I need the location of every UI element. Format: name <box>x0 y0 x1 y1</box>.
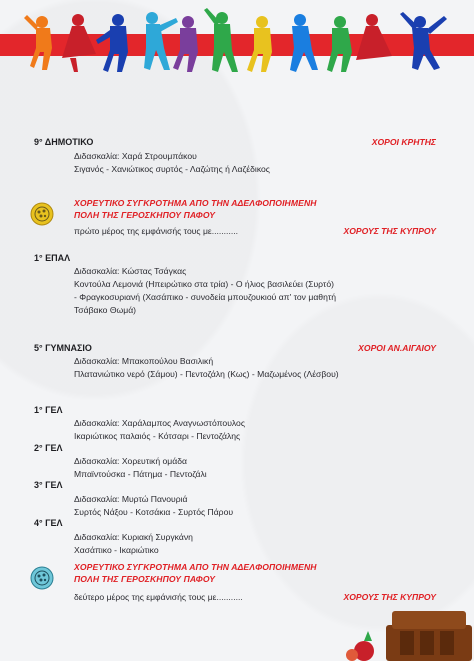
guest-group-title: ΠΟΛΗ ΤΗΣ ΓΕΡΟΣΚΗΠΟΥ ΠΑΦΟΥ <box>74 210 216 220</box>
dancer-figure <box>62 14 96 72</box>
guest-group-title: ΠΟΛΗ ΤΗΣ ΓΕΡΟΣΚΗΠΟΥ ΠΑΦΟΥ <box>74 574 216 584</box>
school-name: 4° ΓΕΛ <box>34 518 63 528</box>
header-banner <box>0 0 474 80</box>
dances-line: Ικαριώτικος παλαιός - Κότσαρι - Πεντοζάλης <box>74 431 241 441</box>
dances-line: - Φραγκοσυριανή (Χασάπικο - συνοδεία μπουζουκιού απ' τον μαθητή <box>74 292 337 302</box>
school-name: 3° ΓΕΛ <box>34 480 63 490</box>
school-name: 5° ΓΥΜΝΑΣΙΟ <box>34 343 92 353</box>
dances-line: Συρτός Νάξου - Κοτσάκια - Συρτός Πάρου <box>74 507 234 517</box>
dancer-figure <box>356 14 392 60</box>
school-name: 1° ΓΕΛ <box>34 405 63 415</box>
dancer-figure <box>96 14 128 72</box>
dances-line: Τσάβακο Θωμά) <box>74 305 137 315</box>
dancer-figure <box>24 15 52 70</box>
guest-group-line: πρώτο μέρος της εμφάνισής τους με........... <box>74 226 238 236</box>
dance-category: ΧΟΡΟΙ ΚΡΗΤΗΣ <box>371 137 436 147</box>
dancer-figure <box>247 16 272 72</box>
dancer-figure <box>327 16 352 72</box>
dancer-figure <box>204 8 238 72</box>
school-name: 9° ΔΗΜΟΤΙΚΟ <box>34 137 94 147</box>
school-name: 2° ΓΕΛ <box>34 443 63 453</box>
dances-line: Χασάπικο - Ικαριώτικο <box>74 545 159 555</box>
emblem-icon <box>30 566 54 590</box>
dancer-figure <box>400 12 447 70</box>
dances-line: Κοντούλα Λεμονιά (Ηπειρώτικο στα τρία) - Ο ήλιος βασιλεύει (Συρτό) <box>74 279 334 289</box>
instructor-line: Διδασκαλία: Μπακοπούλου Βασιλική <box>74 356 214 366</box>
dances-line: Μπαϊντούσκα - Πάτημα - Πεντοζάλι <box>74 469 207 479</box>
dancer-figure <box>290 14 318 72</box>
dancer-figure <box>173 16 198 72</box>
instructor-line: Διδασκαλία: Χαράλαμπος Αναγνωστόπουλος <box>74 418 245 428</box>
instructor-line: Διδασκαλία: Κώστας Τσάγκας <box>74 266 187 276</box>
dances-line: Πλατανιώτικο νερό (Σάμου) - Πεντοζάλη (Κως) - Μαζωμένος (Λέσβου) <box>74 369 339 379</box>
instructor-line: Διδασκαλία: Κυριακή Συργκάνη <box>74 532 193 542</box>
instructor-line: Διδασκαλία: Μυρτώ Πανουριά <box>74 494 188 504</box>
dancer-figure <box>144 12 178 70</box>
dances-line: Σιγανός - Χανιώτικος συρτός - Λαζώτης ή Λαζέδικος <box>74 164 270 174</box>
school-name: 1° ΕΠΑΛ <box>34 253 71 263</box>
guest-group-line: δεύτερο μέρος της εμφάνισής τους με........... <box>74 592 243 602</box>
dance-category: ΧΟΡΟΙ ΑΝ.ΑΙΓΑΙΟΥ <box>358 343 436 353</box>
guest-group-title: ΧΟΡΕΥΤΙΚΟ ΣΥΓΚΡΟΤΗΜΑ ΑΠΟ ΤΗΝ ΑΔΕΛΦΟΠΟΙΗΜΕΝΗ <box>74 198 317 208</box>
instructor-line: Διδασκαλία: Χαρά Στρουμπάκου <box>74 151 197 161</box>
decorative-chest-illustration <box>334 601 474 661</box>
dance-category: ΧΟΡΟΥΣ ΤΗΣ ΚΥΠΡΟΥ <box>343 592 436 602</box>
emblem-icon <box>30 202 54 226</box>
dancers-illustration <box>0 0 474 80</box>
guest-group-title: ΧΟΡΕΥΤΙΚΟ ΣΥΓΚΡΟΤΗΜΑ ΑΠΟ ΤΗΝ ΑΔΕΛΦΟΠΟΙΗΜΕΝΗ <box>74 562 317 572</box>
dance-category: ΧΟΡΟΥΣ ΤΗΣ ΚΥΠΡΟΥ <box>343 226 436 236</box>
instructor-line: Διδασκαλία: Χορευτική ομάδα <box>74 456 187 466</box>
